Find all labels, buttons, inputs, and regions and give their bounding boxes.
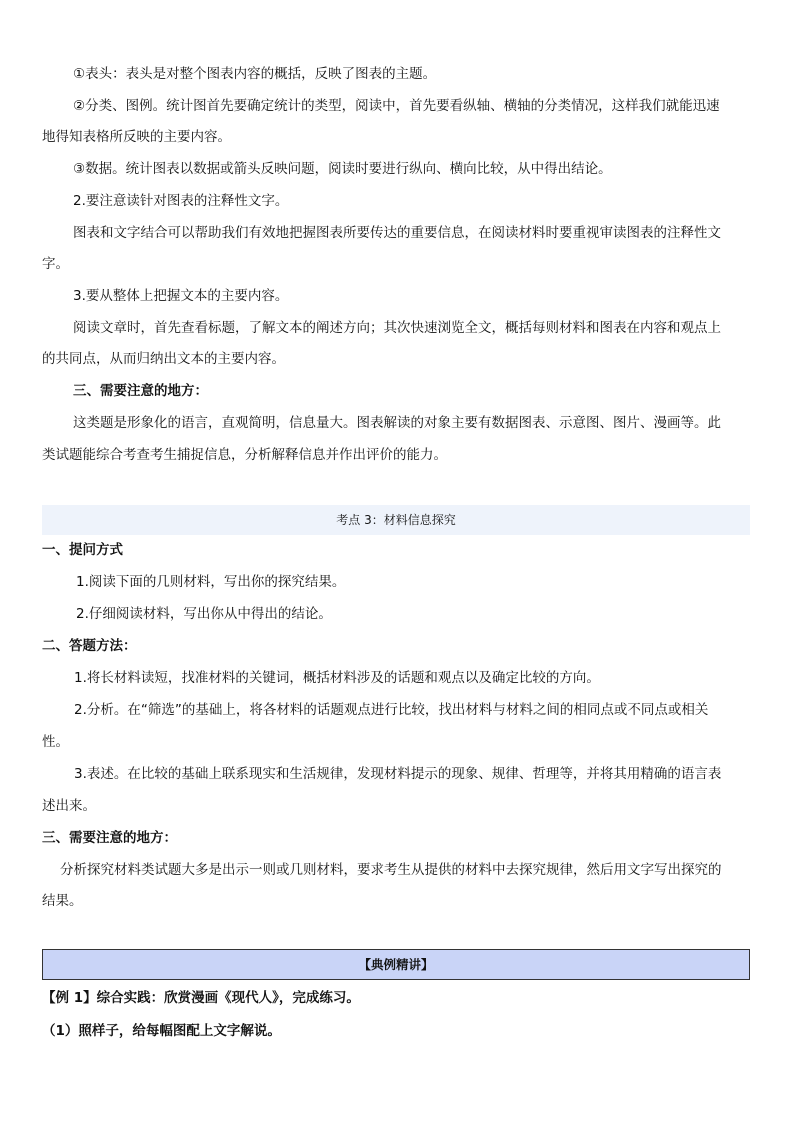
paragraph-header-desc: ①表头：表头是对整个图表内容的概括，反映了图表的主题。 <box>73 66 437 82</box>
method-3: 3.表述。在比较的基础上联系现实和生活规律，发现材料提示的现象、规律、哲理等，并将其用精确的语言表 <box>74 766 722 782</box>
kaodian-3-title: 考点 3：材料信息探究 <box>336 513 456 527</box>
method-2: 2.分析。在“筛选”的基础上，将各材料的话题观点进行比较，找出材料与材料之间的相同点或不同点或相关 <box>74 702 709 718</box>
paragraph-reading-cont: 的共同点，从而归纳出文本的主要内容。 <box>42 351 285 367</box>
paragraph-reading: 阅读文章时，首先查看标题，了解文本的阐述方向；其次快速浏览全文，概括每则材料和图表在内容和观点上 <box>73 320 721 336</box>
paragraph-data: ③数据。统计图表以数据或箭头反映问题，阅读时要进行纵向、横向比较，从中得出结论。 <box>73 161 612 177</box>
paragraph-classification: ②分类、图例。统计图首先要确定统计的类型，阅读中，首先要看纵轴、横轴的分类情况，这样我们就能迅速 <box>73 98 720 114</box>
example-banner-title: 【典例精讲】 <box>358 957 434 972</box>
question-1: 1.阅读下面的几则材料，写出你的探究结果。 <box>76 574 346 590</box>
method-3-cont: 述出来。 <box>42 798 96 814</box>
paragraph-classification-cont: 地得知表格所反映的主要内容。 <box>42 129 231 145</box>
point-3-heading: 3.要从整体上把握文本的主要内容。 <box>73 288 289 304</box>
example-1-subquestion: （1）照样子，给每幅图配上文字解说。 <box>42 1023 281 1039</box>
kaodian-3-notes: 分析探究材料类试题大多是出示一则或几则材料，要求考生从提供的材料中去探究规律，然后用文字写出探究的 <box>60 862 722 878</box>
question-2: 2.仔细阅读材料，写出你从中得出的结论。 <box>76 606 332 622</box>
paragraph-annotation-cont: 字。 <box>42 256 69 272</box>
kaodian-3-notes-cont: 结果。 <box>42 893 83 909</box>
example-banner <box>42 949 750 980</box>
method-heading: 二、答题方法： <box>42 638 137 654</box>
point-2-heading: 2.要注意读针对图表的注释性文字。 <box>73 193 289 209</box>
notes-heading: 三、需要注意的地方： <box>73 383 208 399</box>
method-2-cont: 性。 <box>42 734 69 750</box>
paragraph-annotation: 图表和文字结合可以帮助我们有效地把握图表所要传达的重要信息，在阅读材料时要重视审读图表的注释性文 <box>73 225 721 241</box>
method-1: 1.将长材料读短，找准材料的关键词，概括材料涉及的话题和观点以及确定比较的方向。 <box>74 670 600 686</box>
kaodian-3-banner <box>42 505 750 535</box>
questioning-heading: 一、提问方式 <box>42 542 123 558</box>
example-1-prompt: 【例 1】综合实践：欣赏漫画《现代人》，完成练习。 <box>42 990 360 1006</box>
notes-paragraph-cont: 类试题能综合考查考生捕捉信息，分析解释信息并作出评价的能力。 <box>42 447 447 463</box>
kaodian-3-notes-heading: 三、需要注意的地方： <box>42 830 177 846</box>
notes-paragraph: 这类题是形象化的语言，直观简明，信息量大。图表解读的对象主要有数据图表、示意图、图片、漫画等。此 <box>73 415 721 431</box>
